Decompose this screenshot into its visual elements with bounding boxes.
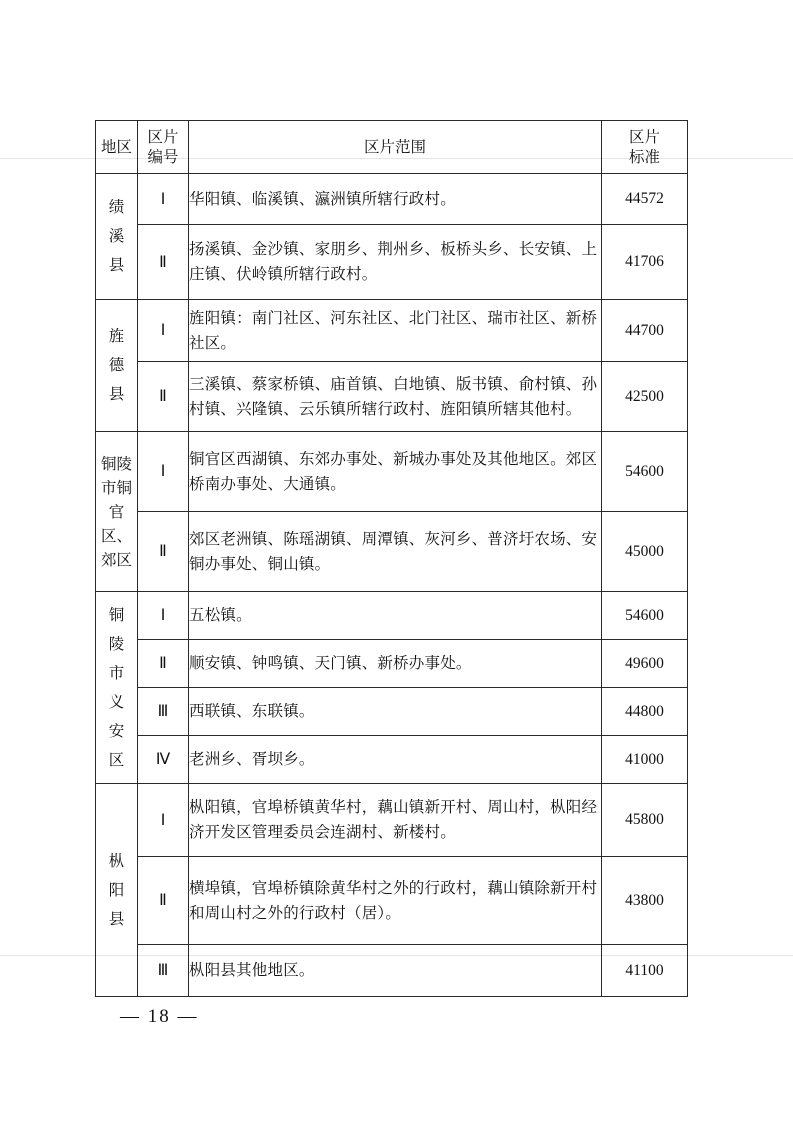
table-row bbox=[96, 362, 688, 432]
zone-no-cell: Ⅱ bbox=[138, 512, 189, 592]
zone-standard-cell: 41000 bbox=[602, 736, 688, 784]
zone-scope-cell: 老洲乡、胥坝乡。 bbox=[189, 736, 602, 784]
zone-standard-cell: 43800 bbox=[602, 857, 688, 945]
zone-no-cell: Ⅲ bbox=[138, 688, 189, 736]
zone-scope-cell: 华阳镇、临溪镇、瀛洲镇所辖行政村。 bbox=[189, 174, 602, 225]
header-scope: 区片范围 bbox=[189, 121, 602, 174]
zone-scope-cell: 枞阳镇，官埠桥镇黄华村，藕山镇新开村、周山村，枞阳经济开发区管理委员会连湖村、新楼村。 bbox=[189, 784, 602, 857]
table-row bbox=[96, 784, 688, 857]
zone-no-cell: Ⅱ bbox=[138, 857, 189, 945]
zone-scope-cell: 顺安镇、钟鸣镇、天门镇、新桥办事处。 bbox=[189, 640, 602, 688]
table-row bbox=[96, 225, 688, 300]
table-row bbox=[96, 300, 688, 362]
region-cell: 铜陵市铜官区、郊区 bbox=[96, 432, 138, 592]
table-row bbox=[96, 512, 688, 592]
zone-standard-cell: 45000 bbox=[602, 512, 688, 592]
zone-no-cell: Ⅰ bbox=[138, 300, 189, 362]
zone-no-cell: Ⅰ bbox=[138, 432, 189, 512]
zone-standard-cell: 41100 bbox=[602, 945, 688, 997]
zone-standard-cell: 44572 bbox=[602, 174, 688, 225]
zone-standard-cell: 41706 bbox=[602, 225, 688, 300]
zone-standard-cell: 44700 bbox=[602, 300, 688, 362]
zone-no-cell: Ⅰ bbox=[138, 174, 189, 225]
table-row bbox=[96, 640, 688, 688]
header-region: 地区 bbox=[96, 121, 138, 174]
zone-standard-cell: 44800 bbox=[602, 688, 688, 736]
zone-standard-cell: 45800 bbox=[602, 784, 688, 857]
region-cell: 铜陵市义安区 bbox=[96, 592, 138, 784]
page-number: — 18 — bbox=[120, 1006, 199, 1027]
table-row bbox=[96, 857, 688, 945]
header-zone-no: 区片编号 bbox=[138, 121, 189, 174]
zone-no-cell: Ⅱ bbox=[138, 362, 189, 432]
region-cell: 旌德县 bbox=[96, 300, 138, 432]
zone-scope-cell: 扬溪镇、金沙镇、家朋乡、荆州乡、板桥头乡、长安镇、上庄镇、伏岭镇所辖行政村。 bbox=[189, 225, 602, 300]
zone-standard-cell: 42500 bbox=[602, 362, 688, 432]
table-row bbox=[96, 174, 688, 225]
zone-no-cell: Ⅳ bbox=[138, 736, 189, 784]
zone-scope-cell: 三溪镇、蔡家桥镇、庙首镇、白地镇、版书镇、俞村镇、孙村镇、兴隆镇、云乐镇所辖行政村、旌阳镇所辖其他村。 bbox=[189, 362, 602, 432]
zone-scope-cell: 五松镇。 bbox=[189, 592, 602, 640]
zone-no-cell: Ⅰ bbox=[138, 592, 189, 640]
land-zone-standard-table bbox=[95, 120, 688, 997]
zone-scope-cell: 铜官区西湖镇、东郊办事处、新城办事处及其他地区。郊区桥南办事处、大通镇。 bbox=[189, 432, 602, 512]
header-row bbox=[96, 121, 688, 174]
zone-standard-cell: 54600 bbox=[602, 432, 688, 512]
zone-scope-cell: 枞阳县其他地区。 bbox=[189, 945, 602, 997]
zone-no-cell: Ⅲ bbox=[138, 945, 189, 997]
zone-scope-cell: 郊区老洲镇、陈瑶湖镇、周潭镇、灰河乡、普济圩农场、安铜办事处、铜山镇。 bbox=[189, 512, 602, 592]
table-row bbox=[96, 688, 688, 736]
zone-standard-cell: 54600 bbox=[602, 592, 688, 640]
header-standard: 区片标准 bbox=[602, 121, 688, 174]
zone-no-cell: Ⅱ bbox=[138, 225, 189, 300]
zone-no-cell: Ⅰ bbox=[138, 784, 189, 857]
zone-scope-cell: 横埠镇，官埠桥镇除黄华村之外的行政村，藕山镇除新开村和周山村之外的行政村（居）。 bbox=[189, 857, 602, 945]
zone-scope-cell: 西联镇、东联镇。 bbox=[189, 688, 602, 736]
zone-standard-cell: 49600 bbox=[602, 640, 688, 688]
zone-scope-cell: 旌阳镇：南门社区、河东社区、北门社区、瑞市社区、新桥社区。 bbox=[189, 300, 602, 362]
zone-no-cell: Ⅱ bbox=[138, 640, 189, 688]
table-row bbox=[96, 432, 688, 512]
region-cell: 绩溪县 bbox=[96, 174, 138, 300]
table-row bbox=[96, 736, 688, 784]
table-row bbox=[96, 592, 688, 640]
region-cell: 枞阳县 bbox=[96, 784, 138, 997]
table-row bbox=[96, 945, 688, 997]
